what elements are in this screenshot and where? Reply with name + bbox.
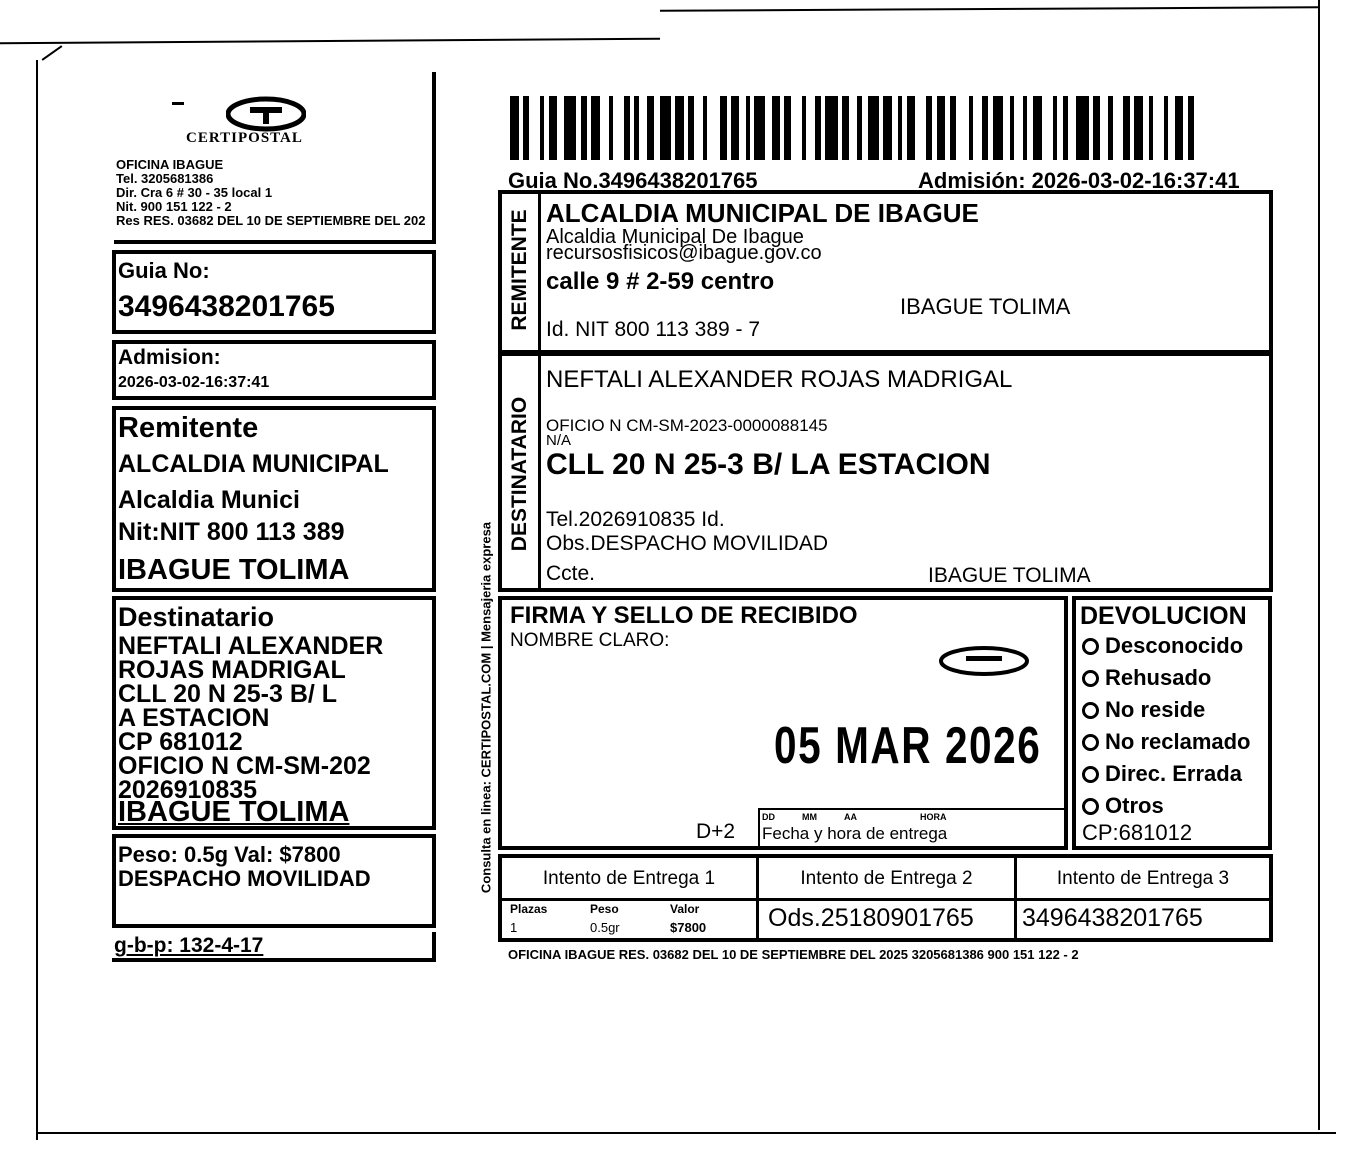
firma-box bbox=[498, 596, 1068, 850]
company-nit: Nit. 900 151 122 - 2 bbox=[116, 199, 232, 214]
guia-box bbox=[112, 250, 436, 334]
fecha-label: Fecha y hora de entrega bbox=[762, 824, 948, 843]
destinatario-divider bbox=[538, 356, 541, 592]
header-admision: Admisión: 2026-03-02-16:37:41 bbox=[918, 168, 1240, 193]
ods-value: Ods.25180901765 bbox=[768, 904, 974, 932]
plazas-label: Plazas bbox=[510, 902, 548, 916]
remitente-vertical-label: REMITENTE bbox=[508, 209, 531, 331]
devolucion-title: DEVOLUCION bbox=[1080, 602, 1247, 630]
left-destinatario-line-7: 2026910835 bbox=[118, 776, 258, 804]
fecha-mm: MM bbox=[802, 812, 817, 822]
remitente-name: ALCALDIA MUNICIPAL DE IBAGUE bbox=[546, 198, 979, 228]
gbp-box bbox=[112, 932, 436, 962]
fecha-box bbox=[758, 808, 1064, 846]
devolucion-options bbox=[1082, 630, 1251, 822]
valor-label: Valor bbox=[670, 902, 700, 916]
barcode-bar bbox=[639, 96, 648, 160]
barcode-bar bbox=[772, 96, 781, 160]
barcode-bar bbox=[806, 96, 815, 160]
radio-icon bbox=[1082, 766, 1099, 783]
remitente-divider bbox=[538, 194, 541, 354]
admision-box bbox=[112, 340, 436, 400]
header-guia: Guia No.3496438201765 bbox=[508, 168, 758, 193]
destinatario-obs: Obs.DESPACHO MOVILIDAD bbox=[546, 532, 829, 555]
barcode-bar bbox=[1068, 96, 1077, 160]
left-remitente-box bbox=[112, 406, 436, 592]
barcode-bar bbox=[549, 96, 558, 160]
barcode-bar bbox=[510, 96, 519, 160]
frame-top-line-right bbox=[660, 6, 1320, 11]
remitente-address: calle 9 # 2-59 centro bbox=[546, 268, 775, 295]
company-box bbox=[114, 72, 436, 244]
barcode-bar bbox=[731, 96, 740, 160]
left-remitente-line-1: ALCALDIA MUNICIPAL bbox=[118, 450, 389, 478]
left-destinatario-line-2: ROJAS MADRIGAL bbox=[118, 656, 346, 684]
left-remitente-label: Remitente bbox=[118, 412, 259, 444]
logo-dash bbox=[172, 102, 184, 105]
frame-bottom-line bbox=[36, 1132, 1336, 1134]
radio-icon bbox=[1082, 670, 1099, 687]
destinatario-vertical-label: DESTINATARIO bbox=[508, 396, 531, 552]
left-destinatario-line-8: IBAGUE TOLIMA bbox=[118, 796, 350, 828]
barcode-bar bbox=[660, 96, 671, 160]
firma-title: FIRMA Y SELLO DE RECIBIDO bbox=[510, 602, 858, 629]
left-destinatario-box bbox=[112, 596, 436, 830]
destinatario-ccte: Ccte. bbox=[546, 562, 596, 585]
remitente-city: IBAGUE TOLIMA bbox=[900, 294, 1071, 319]
destinatario-na: N/A bbox=[546, 432, 572, 449]
barcode-bar bbox=[907, 96, 916, 160]
left-remitente-line-3: Nit:NIT 800 113 389 bbox=[118, 518, 345, 546]
radio-icon bbox=[1082, 702, 1099, 719]
barcode-bar bbox=[937, 96, 946, 160]
barcode-bar bbox=[1076, 96, 1089, 160]
left-remitente-line-2: Alcaldia Munici bbox=[118, 486, 300, 514]
frame-right-line bbox=[1318, 0, 1320, 1130]
left-destinatario-line-1: NEFTALI ALEXANDER bbox=[118, 632, 384, 660]
barcode-bar bbox=[564, 96, 577, 160]
certipostal-logo bbox=[226, 96, 306, 132]
guia-value: 3496438201765 bbox=[118, 290, 335, 323]
radio-icon bbox=[1082, 638, 1099, 655]
d2-label: D+2 bbox=[696, 820, 736, 843]
barcode-bar bbox=[675, 96, 684, 160]
stamp-date: 05 MAR 2026 bbox=[774, 717, 1042, 775]
left-destinatario-line-6: OFICIO N CM-SM-202 bbox=[118, 752, 371, 780]
devolucion-option-otros[interactable]: Otros bbox=[1082, 790, 1251, 822]
plazas-value: 1 bbox=[510, 920, 518, 935]
frame-corner-line bbox=[42, 45, 63, 60]
barcode-bar bbox=[791, 96, 802, 160]
intento-3-label: Intento de Entrega 3 bbox=[1056, 868, 1230, 889]
left-destinatario-label: Destinatario bbox=[118, 602, 275, 632]
barcode-bar bbox=[1100, 96, 1109, 160]
left-despacho: DESPACHO MOVILIDAD bbox=[118, 866, 371, 891]
devolucion-option-no-reside[interactable]: No reside bbox=[1082, 694, 1251, 726]
office-name: OFICINA IBAGUE bbox=[116, 157, 224, 172]
barcode-bar bbox=[600, 96, 609, 160]
logo-text: CERTIPOSTAL bbox=[186, 130, 303, 146]
admision-value: 2026-03-02-16:37:41 bbox=[118, 374, 270, 391]
barcode-bar bbox=[707, 96, 720, 160]
valor-value: $7800 bbox=[670, 920, 707, 935]
remitente-email: recursosfisicos@ibague.gov.co bbox=[546, 242, 822, 264]
guia-label: Guia No: bbox=[118, 258, 210, 283]
barcode-bar bbox=[1113, 96, 1124, 160]
barcode-bar bbox=[915, 96, 926, 160]
fecha-hora: HORA bbox=[920, 812, 947, 822]
barcode-bar bbox=[868, 96, 879, 160]
company-tel: Tel. 3205681386 bbox=[116, 171, 214, 186]
barcode-bar bbox=[849, 96, 858, 160]
barcode-bar bbox=[1033, 96, 1042, 160]
left-destinatario-line-3: CLL 20 N 25-3 B/ L bbox=[118, 680, 338, 708]
devolucion-option-no-reclamado[interactable]: No reclamado bbox=[1082, 726, 1251, 758]
barcode-bar bbox=[613, 96, 624, 160]
peso-value: 0.5gr bbox=[590, 920, 620, 935]
destinatario-address: CLL 20 N 25-3 B/ LA ESTACION bbox=[546, 448, 991, 481]
devolucion-option-rehusado[interactable]: Rehusado bbox=[1082, 662, 1251, 694]
frame-top-line bbox=[0, 38, 660, 45]
side-consulta-text: Consulta en linea: CERTIPOSTAL.COM | Mensajeria expresa bbox=[478, 521, 494, 894]
peso-label: Peso bbox=[590, 902, 619, 916]
barcode-bar bbox=[1042, 96, 1053, 160]
destinatario-tel: Tel.2026910835 Id. bbox=[546, 508, 725, 531]
barcode-bar bbox=[883, 96, 892, 160]
radio-icon bbox=[1082, 734, 1099, 751]
peso-box bbox=[112, 834, 436, 928]
barcode-bar bbox=[1134, 96, 1143, 160]
left-remitente-line-4: IBAGUE TOLIMA bbox=[118, 554, 350, 586]
intentos-guia-value: 3496438201765 bbox=[1022, 904, 1203, 932]
fecha-aa: AA bbox=[844, 812, 857, 822]
left-peso-line: Peso: 0.5g Val: $7800 bbox=[118, 842, 341, 867]
barcode-bar bbox=[973, 96, 982, 160]
stamp-logo bbox=[938, 644, 1030, 678]
intento-1-label: Intento de Entrega 1 bbox=[542, 868, 716, 889]
barcode-bar bbox=[956, 96, 969, 160]
barcode-bar bbox=[694, 96, 703, 160]
intento-2-label: Intento de Entrega 2 bbox=[800, 868, 973, 889]
intentos-table bbox=[498, 854, 1273, 942]
fecha-dd: DD bbox=[762, 812, 775, 822]
barcode-bar bbox=[1153, 96, 1164, 160]
barcode bbox=[510, 96, 1206, 160]
footer-text: OFICINA IBAGUE RES. 03682 DEL 10 DE SEPTIEMBRE DEL 2025 3205681386 900 151 122 - 2 bbox=[508, 947, 1079, 962]
destinatario-city: IBAGUE TOLIMA bbox=[928, 564, 1091, 587]
destinatario-box bbox=[498, 352, 1273, 592]
barcode-bar bbox=[1014, 96, 1023, 160]
devolucion-option-desconocido[interactable]: Desconocido bbox=[1082, 630, 1251, 662]
company-dir: Dir. Cra 6 # 30 - 35 local 1 bbox=[116, 185, 273, 200]
left-destinatario-line-4: A ESTACION bbox=[118, 704, 270, 732]
destinatario-oficio: OFICIO N CM-SM-2023-0000088145 bbox=[546, 416, 828, 435]
left-destinatario-line-5: CP 681012 bbox=[118, 728, 243, 756]
admision-label: Admision: bbox=[118, 346, 221, 369]
barcode-bar bbox=[1175, 96, 1184, 160]
barcode-bar bbox=[825, 96, 838, 160]
destinatario-name: NEFTALI ALEXANDER ROJAS MADRIGAL bbox=[546, 366, 1013, 393]
remitente-sub: Alcaldia Municipal De Ibague bbox=[546, 226, 804, 248]
barcode-bar bbox=[1194, 96, 1205, 160]
firma-nombre-label: NOMBRE CLARO: bbox=[510, 630, 670, 651]
remitente-id: Id. NIT 800 113 389 - 7 bbox=[546, 318, 761, 341]
devolucion-cp: CP:681012 bbox=[1082, 820, 1193, 845]
frame-left-line bbox=[36, 60, 38, 1140]
devolucion-box bbox=[1072, 596, 1272, 850]
intentos-hline bbox=[502, 898, 1269, 901]
radio-icon bbox=[1082, 798, 1099, 815]
gbp-text: g-b-p: 132-4-17 bbox=[114, 934, 264, 957]
barcode-bar bbox=[993, 96, 1004, 160]
remitente-box bbox=[498, 190, 1273, 354]
barcode-bar bbox=[754, 96, 765, 160]
devolucion-option-direc-errada[interactable]: Direc. Errada bbox=[1082, 758, 1251, 790]
barcode-bar bbox=[529, 96, 540, 160]
barcode-bar bbox=[591, 96, 600, 160]
company-res: Res RES. 03682 DEL 10 DE SEPTIEMBRE DEL 202 bbox=[116, 213, 426, 228]
